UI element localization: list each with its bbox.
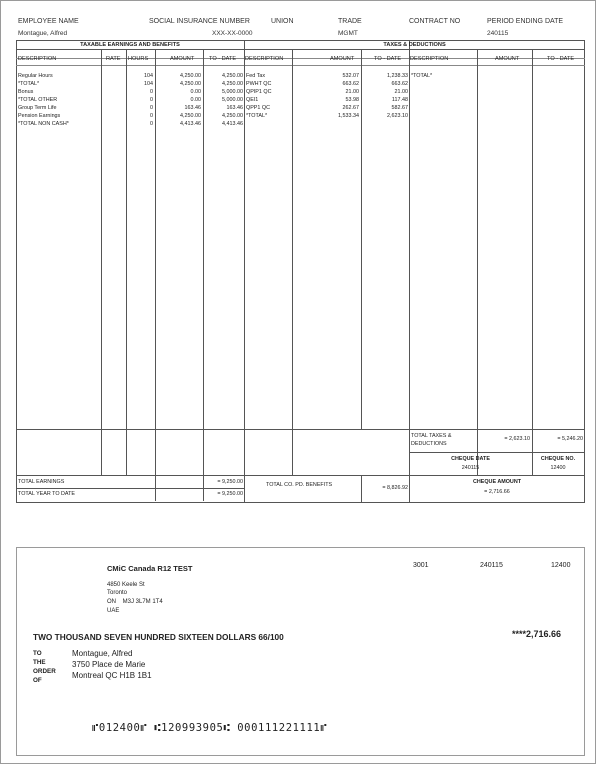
earn-col-amount: AMOUNT [170, 56, 195, 62]
employee-name: Montague, Alfred [18, 30, 68, 37]
period-label: PERIOD ENDING DATE [487, 18, 564, 25]
cheque-date-label: CHEQUE DATE [451, 456, 490, 462]
earn-col-todate: TO - DATE [209, 56, 237, 62]
earn-row-amount: 0.00 [190, 97, 201, 103]
tax-row-todate: 1,238.33 [387, 73, 408, 79]
company-address-3: ON M3J 3L7M 1T4 [107, 599, 163, 605]
to-label: TO [33, 650, 42, 657]
earn-row-todate: 4,250.00 [222, 73, 243, 79]
tax-row-desc: PWHT QC [246, 81, 272, 87]
earn-row-desc: Regular Hours [18, 73, 53, 79]
cheque-date: 240115 [480, 562, 503, 569]
earn-row-hours: 0 [150, 105, 153, 111]
tax-row-desc: QEI1 [246, 97, 259, 103]
earn-row-hours: 0 [150, 113, 153, 119]
tax-row-todate: 117.48 [391, 97, 408, 103]
total-earnings-value: = 9,250.00 [217, 479, 243, 485]
company-address-1: 4850 Keele St [107, 582, 145, 588]
tax-row-todate: 663.62 [391, 81, 408, 87]
earn-row-hours: 0 [150, 89, 153, 95]
earn-row-desc: Pension Earnings [18, 113, 61, 119]
employee-label: EMPLOYEE NAME [18, 18, 79, 25]
payee-address-1: 3750 Place de Marie [72, 660, 146, 669]
cheque-amount: ****2,716.66 [512, 629, 562, 639]
order-label: ORDER [33, 668, 56, 675]
earn-row-amount: 4,250.00 [180, 81, 201, 87]
cheque-date-value: 240115 [461, 465, 480, 471]
the-label: THE [33, 659, 46, 666]
earnings-section-title: TAXABLE EARNINGS AND BENEFITS [80, 42, 180, 48]
earn-row-todate: 5,000.00 [222, 89, 243, 95]
tax-row-amount: 21.00 [345, 89, 359, 95]
earn-row-desc: *TOTAL* [18, 81, 40, 87]
cheque-number: 12400 [551, 562, 571, 569]
tax-row-amount: 532.07 [342, 73, 359, 79]
micr-line: ⑈012400⑈ ⑆120993905⑆ 000111221111⑈ [92, 722, 328, 734]
company-address-2: Toronto [107, 590, 128, 596]
earn-row-todate: 4,250.00 [222, 81, 243, 87]
tax-col-desc: DESCRIPTION [245, 56, 284, 62]
trade-value: MGMT [338, 30, 358, 37]
tax-row-amount: 262.67 [342, 105, 359, 111]
cheque-no-label: CHEQUE NO. [540, 456, 576, 462]
total-ytd-label: TOTAL YEAR TO DATE [18, 491, 76, 497]
amount-in-words: TWO THOUSAND SEVEN HUNDRED SIXTEEN DOLLARS 66/100 [33, 632, 284, 642]
payee-name: Montague, Alfred [72, 649, 133, 658]
earn-row-amount: 0.00 [190, 89, 201, 95]
earn-row-amount: 4,413.46 [180, 121, 201, 127]
trade-label: TRADE [338, 18, 362, 25]
cheque-contract: 3001 [413, 562, 429, 569]
tax-col-amount-2: AMOUNT [495, 56, 520, 62]
tax-row-todate: 2,623.10 [387, 113, 408, 119]
earn-row-todate: 163.46 [226, 105, 243, 111]
cheque-no-value: 12400 [550, 465, 566, 471]
tax-row-desc: QPIP1 QC [246, 89, 272, 95]
total-taxes-label: TOTAL TAXES & DEDUCTIONS [411, 433, 452, 447]
earn-col-desc: DESCRIPTION [18, 56, 57, 62]
earn-row-hours: 0 [150, 121, 153, 127]
total-taxes-amount: = 2,623.10 [504, 436, 530, 442]
tax-row-desc: *TOTAL* [246, 113, 268, 119]
earn-row-todate: 5,000.00 [222, 97, 243, 103]
payee-address-2: Montreal QC H1B 1B1 [72, 671, 152, 680]
cheque-amount-label: CHEQUE AMOUNT [472, 479, 521, 485]
total-co-value: = 8,826.92 [382, 485, 408, 491]
earn-col-hours: HOURS [128, 56, 149, 62]
contract-label: CONTRACT NO [409, 18, 461, 25]
earn-row-desc: *TOTAL NON CASH* [18, 121, 69, 127]
cheque-amount-value: = 2,716.66 [484, 489, 510, 495]
total-ytd-value: = 9,250.00 [217, 491, 243, 497]
company-name: CMiC Canada R12 TEST [107, 564, 193, 573]
earn-col-rate: RATE [106, 56, 121, 62]
total-taxes-todate: = 5,246.20 [557, 436, 583, 442]
tax-col-desc-2: DESCRIPTION [410, 56, 449, 62]
tax-row-desc: Fed Tax [246, 73, 266, 79]
earn-row-amount: 163.46 [184, 105, 201, 111]
tax-row-todate: 582.67 [391, 105, 408, 111]
tax-col-amount: AMOUNT [330, 56, 355, 62]
earn-row-hours: 104 [144, 73, 153, 79]
tax-row-amount: 1,533.34 [338, 113, 359, 119]
earn-row-desc: Group Term Life [18, 105, 57, 111]
tax-col-todate-2: TO - DATE [547, 56, 575, 62]
earn-row-amount: 4,250.00 [180, 113, 201, 119]
taxes-section-title: TAXES & DEDUCTIONS [383, 42, 446, 48]
earn-row-todate: 4,413.46 [222, 121, 243, 127]
tax-row-desc: QPP1 QC [246, 105, 270, 111]
sin-value: XXX-XX-0000 [212, 30, 253, 37]
earn-row-amount: 4,250.00 [180, 73, 201, 79]
tax-row-todate: 21.00 [394, 89, 408, 95]
tax-row-desc-2: *TOTAL* [411, 73, 433, 79]
company-address-4: UAE [107, 608, 120, 614]
earn-row-desc: *TOTAL OTHER [18, 97, 58, 103]
total-co-label: TOTAL CO. PD. BENEFITS [266, 482, 333, 488]
earn-row-todate: 4,250.00 [222, 113, 243, 119]
of-label: OF [33, 677, 42, 684]
union-label: UNION [271, 18, 294, 25]
tax-col-todate: TO - DATE [374, 56, 402, 62]
period-value: 240115 [487, 30, 509, 37]
earn-row-desc: Bonus [18, 89, 34, 95]
earn-row-hours: 0 [150, 97, 153, 103]
sin-label: SOCIAL INSURANCE NUMBER [149, 18, 250, 25]
tax-row-amount: 53.98 [345, 97, 359, 103]
earn-row-hours: 104 [144, 81, 153, 87]
tax-row-amount: 663.62 [342, 81, 359, 87]
total-earnings-label: TOTAL EARNINGS [18, 479, 65, 485]
